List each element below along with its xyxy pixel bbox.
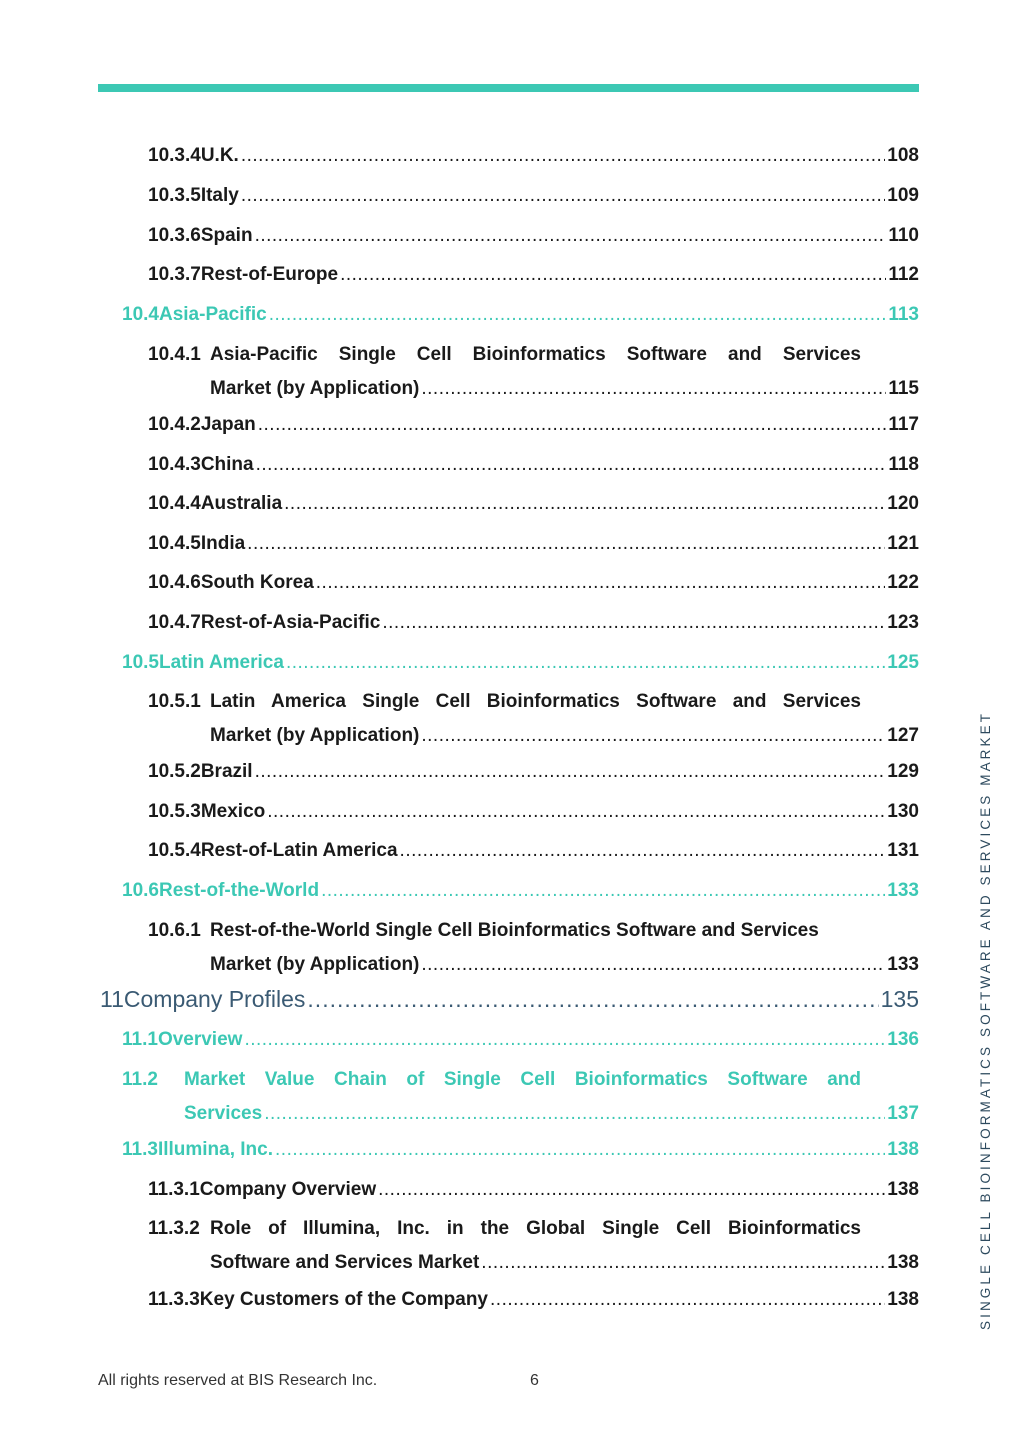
toc-entry-page: 137 (887, 1103, 919, 1124)
toc-entry-page: 118 (888, 454, 919, 475)
toc-leader-dots (421, 725, 885, 747)
toc-leader-dots (382, 612, 885, 634)
toc-leader-dots (481, 1252, 885, 1274)
toc-leader-dots (307, 986, 878, 1013)
toc-entry-title: Rest-of-Europe (200, 264, 339, 285)
toc-leader-dots (378, 1179, 885, 1201)
toc-entry-number: 10.4.5 (148, 533, 201, 554)
toc-entry-number: 10.4 (122, 304, 159, 325)
toc-entry-number: 10.5.4 (148, 840, 201, 861)
toc-entry-number: 11.3 (122, 1139, 158, 1160)
toc-entry[interactable] (148, 185, 919, 207)
toc-entry-page: 138 (887, 1289, 919, 1310)
toc-entry-number: 10.3.6 (148, 225, 201, 246)
toc-entry[interactable] (148, 414, 919, 436)
toc-entry-title: Rest-of-Asia-Pacific (200, 612, 381, 633)
toc-entry-title: Market (by Application) (210, 954, 420, 975)
toc-entry-page: 138 (887, 1179, 919, 1200)
toc-entry-page: 138 (887, 1252, 919, 1273)
toc-leader-dots (321, 880, 885, 902)
toc-entry-page: 113 (888, 304, 919, 325)
toc-entry-page: 112 (888, 264, 919, 285)
toc-entry-title: Services (184, 1103, 263, 1124)
toc-entry-page: 121 (887, 533, 919, 554)
toc-leader-dots (267, 801, 885, 823)
toc-entry-number: 11 (100, 986, 124, 1012)
toc-entry-page: 129 (887, 761, 919, 782)
toc-entry-title: Rest-of-Latin America (200, 840, 398, 861)
toc-entry-number: 11.3.2 (148, 1218, 200, 1239)
toc-entry-title: Overview (157, 1029, 243, 1050)
toc-entry-page: 125 (887, 652, 919, 673)
toc-entry-number: 11.1 (122, 1029, 158, 1050)
toc-entry[interactable] (148, 920, 919, 976)
toc-section-entry[interactable] (122, 1139, 919, 1161)
side-report-title: SINGLE CELL BIOINFORMATICS SOFTWARE AND SERVICES MARKET (978, 710, 993, 1330)
toc-entry-number: 10.4.3 (148, 454, 201, 475)
toc-entry-page: 127 (887, 725, 919, 746)
toc-entry-number: 10.4.2 (148, 414, 201, 435)
toc-entry-number: 10.5.3 (148, 801, 201, 822)
toc-entry[interactable] (148, 533, 919, 555)
toc-leader-dots (269, 304, 887, 326)
toc-entry-number: 10.6 (122, 880, 159, 901)
toc-entry-page: 115 (888, 378, 919, 399)
footer-copyright: All rights reserved at BIS Research Inc. (98, 1372, 378, 1389)
toc-entry[interactable] (148, 572, 919, 594)
toc-entry-page: 138 (887, 1139, 919, 1160)
toc-section-entry[interactable] (122, 1029, 919, 1051)
toc-entry-title: Australia (200, 493, 283, 514)
toc-leader-dots (490, 1289, 885, 1311)
toc-entry-title: Spain (200, 225, 253, 246)
toc-entry[interactable] (148, 264, 919, 286)
toc-entry-number: 10.3.7 (148, 264, 201, 285)
toc-entry[interactable] (148, 612, 919, 634)
toc-entry-number: 10.5.1 (148, 691, 201, 712)
toc-leader-dots (241, 145, 885, 167)
toc-leader-dots (247, 533, 885, 555)
toc-entry-title: China (200, 454, 254, 475)
toc-entry-title: South Korea (200, 572, 314, 593)
toc-entry-page: 131 (887, 840, 919, 861)
toc-entry[interactable] (148, 1289, 919, 1311)
toc-leader-dots (258, 414, 887, 436)
toc-leader-dots (255, 225, 887, 247)
footer-page-number: 6 (530, 1372, 539, 1389)
toc-leader-dots (284, 493, 885, 515)
toc-leader-dots (400, 840, 886, 862)
toc-entry-title: Software and Services Market (210, 1252, 480, 1273)
toc-leader-dots (340, 264, 886, 286)
toc-entry-title: U.K. (200, 145, 239, 166)
toc-entry-title: Company Overview (199, 1179, 377, 1200)
toc-leader-dots (421, 954, 885, 976)
toc-entry[interactable] (148, 225, 919, 247)
toc-entry[interactable] (148, 344, 919, 400)
top-accent-bar (98, 84, 919, 92)
toc-leader-dots (244, 1029, 885, 1051)
toc-leader-dots (241, 185, 885, 207)
toc-entry-title: Company Profiles (123, 986, 306, 1012)
toc-entry[interactable] (148, 761, 919, 783)
toc-entry[interactable] (148, 145, 919, 167)
toc-entry[interactable] (148, 1218, 919, 1274)
toc-entry-number: 10.5.2 (148, 761, 201, 782)
toc-section-entry[interactable] (122, 652, 919, 674)
toc-entry-title: Latin America (158, 652, 284, 673)
toc-entry-title: Rest-of-the-World (158, 880, 320, 901)
toc-entry-page: 130 (887, 801, 919, 822)
toc-leader-dots (264, 1103, 885, 1125)
toc-entry-number: 10.3.5 (148, 185, 201, 206)
toc-entry-title-line1: Rest-of-the-World Single Cell Bioinformatics Software and Services (210, 920, 819, 941)
toc-entry-page: 109 (887, 185, 919, 206)
toc-leader-dots (421, 378, 886, 400)
toc-entry-number: 11.2 (122, 1069, 158, 1090)
toc-entry-number: 10.5 (122, 652, 159, 673)
toc-entry-title: Italy (200, 185, 239, 206)
toc-entry-page: 133 (887, 954, 919, 975)
toc-entry-number: 10.6.1 (148, 920, 201, 941)
toc-entry-number: 10.4.4 (148, 493, 201, 514)
toc-entry-number: 11.3.1 (148, 1179, 200, 1200)
toc-entry-title-line1: Latin America Single Cell Bioinformatics Software and Services (210, 691, 861, 712)
toc-leader-dots (255, 761, 886, 783)
toc-entry-page: 133 (887, 880, 919, 901)
toc-entry[interactable] (148, 454, 919, 476)
toc-entry-page: 120 (887, 493, 919, 514)
toc-entry-title: Japan (200, 414, 256, 435)
toc-entry[interactable] (148, 1179, 919, 1201)
toc-section-entry[interactable] (122, 1069, 919, 1125)
toc-section-entry[interactable] (122, 880, 919, 902)
toc-entry-title: Key Customers of the Company (199, 1289, 489, 1310)
toc-entry-number: 10.4.6 (148, 572, 201, 593)
toc-entry-number: 11.3.3 (148, 1289, 200, 1310)
toc-entry-page: 117 (888, 414, 919, 435)
toc-entry[interactable] (148, 801, 919, 823)
toc-entry-title-line1: Role of Illumina, Inc. in the Global Single Cell Bioinformatics (210, 1218, 861, 1239)
toc-section-entry[interactable] (122, 304, 919, 326)
toc-entry-title-line1: Asia-Pacific Single Cell Bioinformatics Software and Services (210, 344, 861, 365)
toc-entry-page: 108 (887, 145, 919, 166)
toc-leader-dots (316, 572, 886, 594)
toc-entry-number: 10.3.4 (148, 145, 201, 166)
toc-entry-page: 135 (880, 986, 919, 1012)
toc-leader-dots (256, 454, 887, 476)
toc-entry-title: Illumina, Inc. (157, 1139, 274, 1160)
toc-entry-title: Mexico (200, 801, 266, 822)
toc-entry-title: Asia-Pacific (158, 304, 267, 325)
toc-leader-dots (286, 652, 885, 674)
toc-entry-title: Market (by Application) (210, 725, 420, 746)
toc-chapter-entry[interactable] (100, 986, 919, 1013)
toc-entry-page: 123 (887, 612, 919, 633)
toc-entry-title: India (200, 533, 246, 554)
toc-entry-page: 136 (887, 1029, 919, 1050)
toc-entry-page: 110 (888, 225, 919, 246)
toc-entry-title: Market (by Application) (210, 378, 420, 399)
toc-entry-page: 122 (887, 572, 919, 593)
toc-entry-title-line1: Market Value Chain of Single Cell Bioinformatics Software and (184, 1069, 861, 1090)
toc-entry-title: Brazil (200, 761, 253, 782)
toc-entry[interactable] (148, 691, 919, 747)
toc-entry-number: 10.4.7 (148, 612, 201, 633)
toc-entry-number: 10.4.1 (148, 344, 201, 365)
toc-entry[interactable] (148, 493, 919, 515)
toc-leader-dots (275, 1139, 885, 1161)
toc-entry[interactable] (148, 840, 919, 862)
